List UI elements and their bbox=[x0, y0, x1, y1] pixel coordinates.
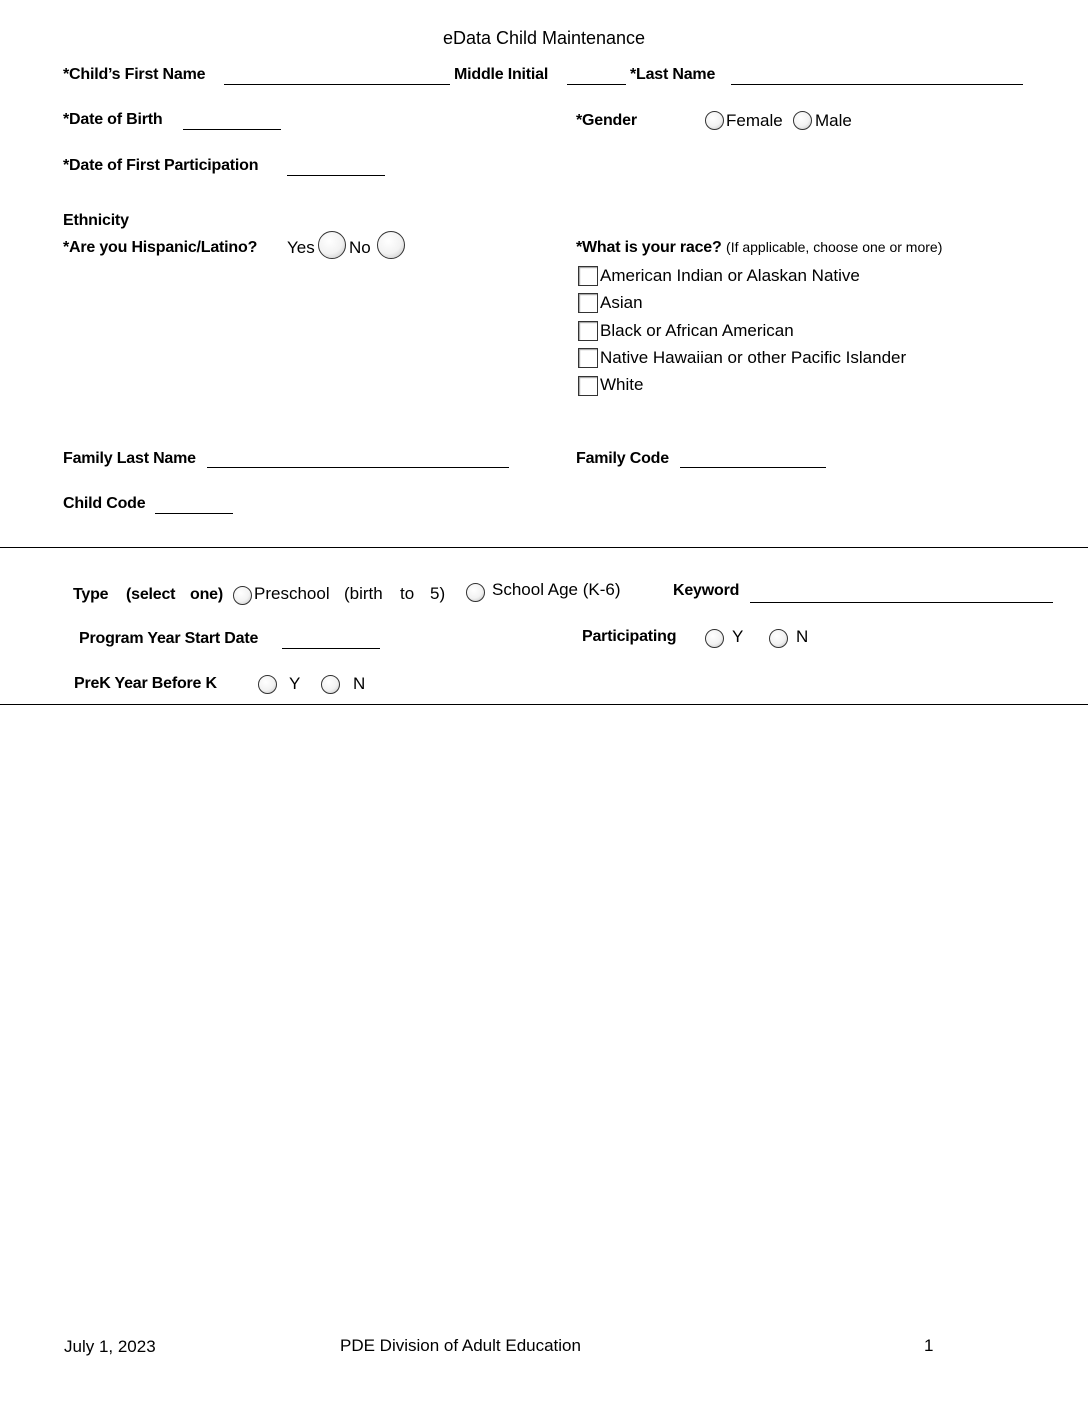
type-school-age-label: School Age (K-6) bbox=[492, 580, 621, 599]
ethnicity-heading: Ethnicity bbox=[63, 212, 129, 229]
type-preschool-word-2: (birth bbox=[344, 584, 383, 603]
last-name-label: *Last Name bbox=[630, 66, 716, 83]
keyword-field[interactable] bbox=[750, 602, 1053, 603]
first-participation-label: *Date of First Participation bbox=[63, 157, 259, 174]
type-school-age-radio[interactable] bbox=[466, 583, 485, 602]
race-white-checkbox[interactable] bbox=[578, 376, 598, 396]
middle-initial-label: Middle Initial bbox=[454, 66, 549, 83]
footer-page-number: 1 bbox=[924, 1336, 934, 1355]
hispanic-no-radio[interactable] bbox=[377, 231, 405, 259]
type-one-word: one) bbox=[190, 586, 223, 603]
type-preschool-word-4: 5) bbox=[430, 584, 446, 603]
race-american-indian-checkbox[interactable] bbox=[578, 266, 598, 286]
footer-date: July 1, 2023 bbox=[64, 1337, 156, 1356]
dob-label: *Date of Birth bbox=[63, 111, 163, 128]
child-code-field[interactable] bbox=[155, 513, 233, 514]
prek-n-label: N bbox=[353, 674, 366, 693]
program-start-date-label: Program Year Start Date bbox=[79, 630, 259, 647]
type-select-word: (select bbox=[126, 586, 176, 603]
participating-n-radio[interactable] bbox=[769, 629, 788, 648]
prek-y-label: Y bbox=[289, 674, 301, 693]
family-code-label: Family Code bbox=[576, 450, 669, 467]
section-divider-bottom bbox=[0, 704, 1088, 705]
gender-male-radio[interactable] bbox=[793, 111, 812, 130]
form-title: eData Child Maintenance bbox=[442, 28, 646, 48]
dob-field[interactable] bbox=[183, 129, 281, 130]
type-preschool-radio[interactable] bbox=[233, 586, 252, 605]
hispanic-yes-radio[interactable] bbox=[318, 231, 346, 259]
participating-label: Participating bbox=[582, 628, 677, 645]
participating-n-label: N bbox=[796, 627, 809, 646]
type-preschool-word-3: to bbox=[400, 584, 415, 603]
hispanic-no-label: No bbox=[349, 238, 371, 257]
race-hint: (If applicable, choose one or more) bbox=[726, 239, 943, 255]
middle-initial-field[interactable] bbox=[567, 84, 626, 85]
race-black-label: Black or African American bbox=[600, 321, 794, 340]
type-label: Type bbox=[73, 586, 109, 603]
family-last-name-label: Family Last Name bbox=[63, 450, 196, 467]
participating-y-label: Y bbox=[732, 627, 744, 646]
program-start-date-field[interactable] bbox=[282, 648, 380, 649]
gender-label: *Gender bbox=[576, 112, 637, 129]
family-last-name-field[interactable] bbox=[207, 467, 509, 468]
gender-female-label: Female bbox=[726, 111, 783, 130]
prek-y-radio[interactable] bbox=[258, 675, 277, 694]
race-american-indian-label: American Indian or Alaskan Native bbox=[600, 266, 860, 285]
participating-y-radio[interactable] bbox=[705, 629, 724, 648]
family-code-field[interactable] bbox=[680, 467, 826, 468]
prek-n-radio[interactable] bbox=[321, 675, 340, 694]
last-name-field[interactable] bbox=[731, 84, 1023, 85]
race-white-label: White bbox=[600, 375, 644, 394]
hispanic-yes-label: Yes bbox=[287, 238, 315, 257]
child-code-label: Child Code bbox=[63, 495, 146, 512]
gender-male-label: Male bbox=[815, 111, 852, 130]
race-question: *What is your race? bbox=[576, 239, 722, 256]
prek-label: PreK Year Before K bbox=[74, 675, 217, 692]
footer-organization: PDE Division of Adult Education bbox=[340, 1336, 581, 1355]
race-hawaiian-checkbox[interactable] bbox=[578, 348, 598, 368]
race-question-row bbox=[576, 239, 942, 257]
race-asian-label: Asian bbox=[600, 293, 643, 312]
first-name-field[interactable] bbox=[224, 84, 450, 85]
race-hawaiian-label: Native Hawaiian or other Pacific Islander bbox=[600, 348, 907, 367]
section-divider-top bbox=[0, 547, 1088, 548]
gender-female-radio[interactable] bbox=[705, 111, 724, 130]
first-participation-field[interactable] bbox=[287, 175, 385, 176]
hispanic-question: *Are you Hispanic/Latino? bbox=[63, 239, 258, 256]
type-preschool-word-1: Preschool bbox=[254, 584, 330, 603]
race-black-checkbox[interactable] bbox=[578, 321, 598, 341]
race-asian-checkbox[interactable] bbox=[578, 293, 598, 313]
keyword-label: Keyword bbox=[673, 582, 740, 599]
first-name-label: *Child’s First Name bbox=[63, 66, 206, 83]
